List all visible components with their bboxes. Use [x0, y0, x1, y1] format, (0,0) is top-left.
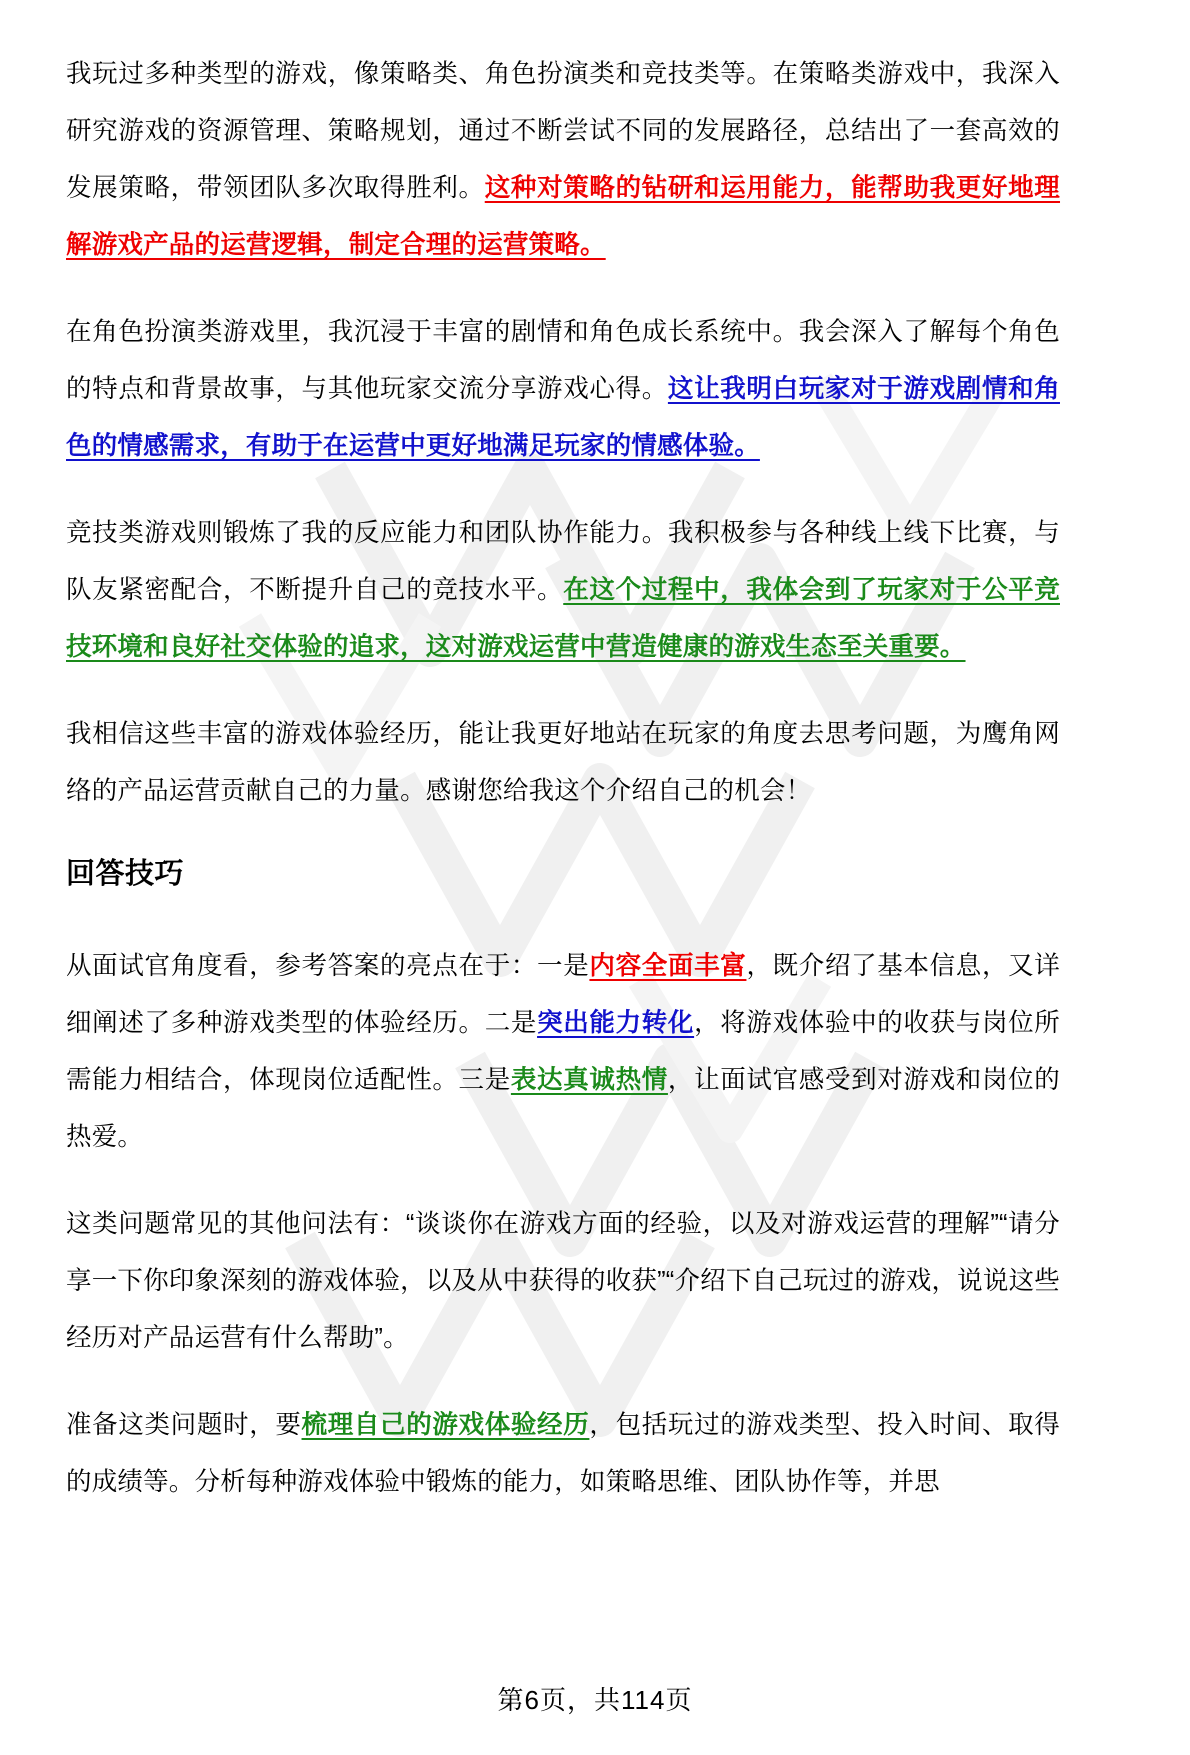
- text-plain: 在角色扮演类游戏里，我沉浸于丰富的剧情和角色成长系统中。我会深入了解每个角色的特点和背景故事，与其他玩家交流分享游戏心得。: [66, 318, 1060, 403]
- text-plain: 我玩过多种类型的游戏，像策略类、角色扮演类和竞技类等。在策略类游戏中，我深入研究游戏的资源管理、策略规划，通过不断尝试不同的发展路径，总结出了一套高效的发展策略，带领团队多次取得胜利。: [66, 60, 1060, 202]
- highlight-blue-rpg: 这让我明白玩家对于游戏剧情和角色的情感需求，有助于在运营中更好地满足玩家的情感体验。: [66, 375, 1060, 460]
- section-heading-answer-tips: 回答技巧: [66, 858, 185, 890]
- text-plain: 这类问题常见的其他问法有：“谈谈你在游戏方面的经验，以及对游戏运营的理解”“请分享一下你印象深刻的游戏体验，以及从中获得的收获”“介绍下自己玩过的游戏，说说这些经历对产品运营有什么帮助”。: [66, 1210, 1060, 1352]
- text-plain: 从面试官角度看，参考答案的亮点在于：一是: [66, 952, 590, 980]
- highlight-red-content-rich: 内容全面丰富: [589, 952, 747, 980]
- text-plain: 我相信这些丰富的游戏体验经历，能让我更好地站在玩家的角度去思考问题，为鹰角网络的产品运营贡献自己的力量。感谢您给我这个介绍自己的机会！: [66, 720, 1060, 805]
- paragraph-preparation: [66, 1397, 1060, 1511]
- highlight-green-review-experience: 梳理自己的游戏体验经历: [301, 1411, 590, 1439]
- paragraph-other-phrasings: [66, 1196, 1060, 1367]
- paragraph-closing: [66, 706, 1060, 820]
- highlight-green-competitive: 在这个过程中，我体会到了玩家对于公平竞技环境和良好社交体验的追求，这对游戏运营中营造健康的游戏生态至关重要。: [66, 576, 1060, 661]
- highlight-red-strategy: 这种对策略的钻研和运用能力，能帮助我更好地理解游戏产品的运营逻辑，制定合理的运营策略。: [66, 174, 1061, 259]
- paragraph-competitive-games: [66, 505, 1060, 676]
- paragraph-rpg-games: [66, 304, 1060, 475]
- text-plain: 竞技类游戏则锻炼了我的反应能力和团队协作能力。我积极参与各种线上线下比赛，与队友紧密配合，不断提升自己的竞技水平。: [66, 519, 1060, 604]
- highlight-blue-ability-transfer: 突出能力转化: [537, 1009, 695, 1037]
- text-plain: 准备这类问题时，要: [66, 1411, 302, 1439]
- text-plain: ，包括玩过的游戏类型、投入时间、取得的成绩等。分析每种游戏体验中锻炼的能力，如策略思维、团队协作等，并思: [66, 1411, 1060, 1496]
- text-plain: ，让面试官感受到对游戏和岗位的热爱。: [66, 1066, 1060, 1151]
- text-plain: ，既介绍了基本信息，又详细阐述了多种游戏类型的体验经历。二是: [66, 952, 1061, 1037]
- paragraph-tips-highlights: [66, 938, 1060, 1166]
- text-plain: ，将游戏体验中的收获与岗位所需能力相结合，体现岗位适配性。三是: [66, 1009, 1060, 1094]
- highlight-green-sincere-passion: 表达真诚热情: [510, 1066, 668, 1094]
- page-footer: 第6页，共114页: [497, 1685, 693, 1715]
- paragraph-strategy-games: [66, 46, 1060, 274]
